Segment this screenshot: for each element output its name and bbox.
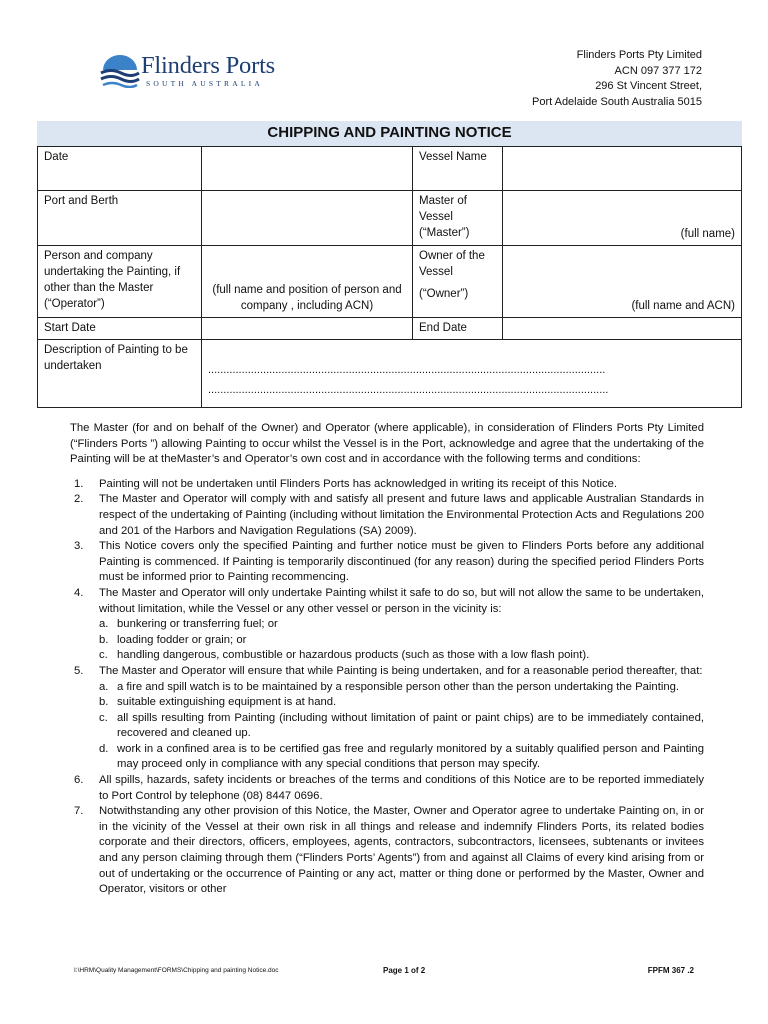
sub-item (99, 633, 704, 649)
sub-text: handling dangerous, combustible or hazardous products (such as those with a low flash point). (117, 649, 590, 662)
notice-form-table (37, 146, 742, 408)
company-address (532, 48, 702, 110)
sub-text: suitable extinguishing equipment is at hand. (117, 696, 337, 709)
end-date-field[interactable] (503, 318, 742, 340)
sub-text: all spills resulting from Painting (including without limitation of paint or paint chips) are to be immediately contained, recovered and cleaned up. (117, 711, 704, 740)
vessel-name-field[interactable] (503, 147, 742, 191)
terms-body (70, 421, 704, 898)
term-item (74, 477, 704, 493)
flinders-ports-logo (100, 52, 300, 92)
description-line: .................................................................................................................................. (208, 364, 606, 376)
term-number: 3. (74, 540, 84, 553)
owner-note: (full name and ACN) (631, 300, 735, 312)
intro-paragraph: The Master (for and on behalf of the Owner) and Operator (where applicable), in consideration of Flinders Ports Pty Limited (“Flinders Ports ”) allowing Painting to occur whilst the Vessel is in the Port, acknowledge and agree that the undertaking of the Painting will be at theMaster’s and Operator’s own cost and in accordance with the following terms and conditions: (70, 422, 704, 466)
address-line: Port Adelaide South Australia 5015 (531, 95, 702, 108)
term-item (74, 539, 704, 586)
footer-form-code: FPFM 367 .2 (647, 966, 694, 975)
term-number: 1. (74, 477, 84, 490)
term-text: Painting will not be undertaken until Flinders Ports has acknowledged in writing its receipt of this Notice. (99, 477, 618, 490)
sub-text: work in a confined area is to be certified gas free and regularly monitored by a suitably qualified person and Painting may proceed only in compliance with any special conditions that person may specify. (117, 742, 704, 771)
sub-number: c. (99, 649, 108, 662)
vessel-name-label: Vessel Name (413, 147, 503, 191)
owner-field[interactable] (503, 246, 742, 318)
sub-item (99, 695, 704, 711)
term-text: All spills, hazards, safety incidents or breaches of the terms and conditions of this Notice are to be reported immediately to Port Control by telephone (08) 8447 0696. (99, 774, 704, 802)
sub-item (99, 648, 704, 664)
term-text: The Master and Operator will only undertake Painting whilst it safe to do so, but will not allow the same to be undertaken, without limitation, while the Vessel or any other vessel or person in the vicinity is: (99, 586, 704, 615)
sub-number: a. (99, 680, 109, 693)
address-line: ACN 097 377 172 (614, 64, 702, 77)
sub-item (99, 680, 704, 696)
table-row (38, 340, 742, 408)
term-item (74, 664, 704, 773)
table-row (38, 318, 742, 340)
sub-number: c. (99, 711, 108, 724)
term-number: 5. (74, 664, 84, 677)
date-field[interactable] (202, 147, 413, 191)
owner-label-short: (“Owner”) (419, 288, 469, 300)
table-row (38, 147, 742, 191)
footer-file-path: I:\HRM\Quality Management\FORMS\Chipping and painting Notice.doc (74, 967, 279, 974)
sub-text: a fire and spill watch is to be maintained by a responsible person other than the person undertaking the Painting. (117, 680, 680, 693)
title-band (37, 121, 742, 146)
sub-number: a. (99, 618, 109, 631)
owner-label-cell (413, 246, 503, 318)
master-field[interactable] (503, 191, 742, 246)
address-line: Flinders Ports Pty Limited (576, 49, 702, 61)
logo-subtitle: SOUTH AUSTRALIA (146, 79, 263, 88)
operator-note: (full name and position of person and company , including ACN) (212, 284, 402, 312)
port-berth-field[interactable] (202, 191, 413, 246)
sub-item (99, 742, 704, 773)
term-number: 2. (74, 493, 84, 506)
sub-number: b. (99, 696, 109, 709)
sub-list (99, 680, 704, 774)
term-number: 6. (74, 774, 84, 787)
port-berth-label: Port and Berth (38, 191, 202, 246)
sub-text: bunkering or transferring fuel; or (117, 618, 278, 631)
term-text: The Master and Operator will ensure that while Painting is being undertaken, and for a reasonable period thereafter, that: (99, 664, 703, 677)
sub-text: loading fodder or grain; or (117, 633, 247, 646)
table-row (38, 191, 742, 246)
description-line: ................................................................................................................................... (208, 384, 609, 396)
master-label: Master of Vessel (“Master”) (413, 191, 503, 246)
term-number: 4. (74, 586, 84, 599)
operator-field[interactable] (202, 246, 413, 318)
term-item (74, 773, 704, 804)
table-row (38, 246, 742, 318)
end-date-label: End Date (413, 318, 503, 340)
description-field[interactable] (202, 340, 742, 408)
date-label: Date (38, 147, 202, 191)
description-label: Description of Painting to be undertaken (38, 340, 202, 408)
owner-label: Owner of the Vessel (419, 250, 485, 278)
footer-page-number: Page 1 of 2 (383, 966, 426, 975)
sub-item (99, 617, 704, 633)
start-date-label: Start Date (38, 318, 202, 340)
term-number: 7. (74, 805, 84, 818)
term-text: This Notice covers only the specified Painting and further notice must be given to Flinders Ports before any additional Painting is commenced. If Painting is temporarily discontinued (for any reason) during the specified period Flinders Ports must be informed prior to Painting recommencing. (99, 540, 704, 584)
term-item (74, 586, 704, 664)
sub-number: b. (99, 633, 109, 646)
master-note: (full name) (680, 228, 735, 240)
term-item (74, 492, 704, 539)
sub-item (99, 711, 704, 742)
document-title: CHIPPING AND PAINTING NOTICE (267, 124, 512, 141)
address-line: 296 St Vincent Street, (595, 80, 702, 92)
wave-logo-icon (100, 54, 140, 88)
sub-list (99, 617, 704, 664)
term-text: Notwithstanding any other provision of this Notice, the Master, Owner and Operator agree to undertake Painting on, in or in the vicinity of the Vessel at their own risk in all things and release and indemnify Flinders Ports, its related bodies corporate and their directors, officers, employees, agents, contractors, subcontractors, licensees, subtenants or invitees and any person claiming through them (“Flinders Ports’ Agents”) from and against all Claims of every kind arising from or out of undertaking or the occurrence of Painting or any act, matter or thing done or performed by the Master, Owner and Operator, visitors or other (99, 805, 704, 896)
logo-name: Flinders Ports (141, 52, 276, 79)
terms-list (74, 477, 704, 898)
sub-number: d. (99, 742, 109, 755)
operator-label: Person and company undertaking the Painting, if other than the Master (“Operator”) (38, 246, 202, 318)
start-date-field[interactable] (202, 318, 413, 340)
term-text: The Master and Operator will comply with and satisfy all present and future laws and applicable Australian Standards in respect of the undertaking of Painting (including without limitation the Environmental Protection Acts and Regulations 200 and 201 of the Harbors and Navigation Regulations (SA) 2009). (99, 493, 704, 537)
term-item (74, 804, 704, 898)
